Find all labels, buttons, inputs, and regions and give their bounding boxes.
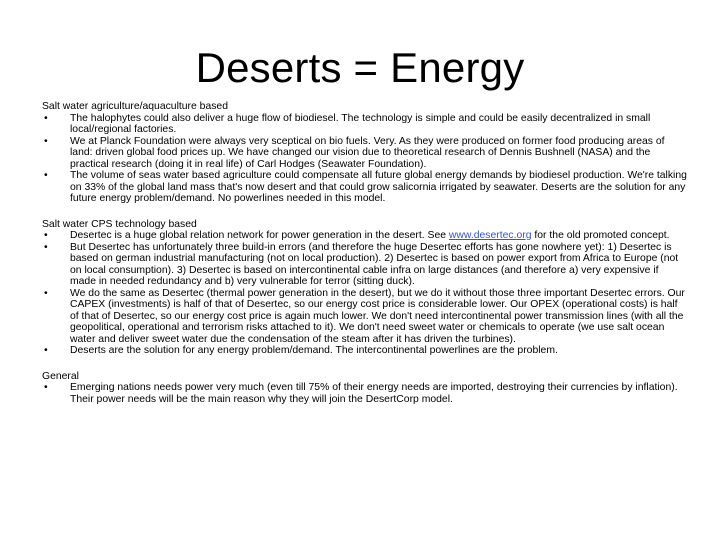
bullet-text: for the old promoted concept. <box>531 230 670 241</box>
section-general <box>42 371 687 406</box>
section-salt-water-agriculture <box>42 101 687 205</box>
bullet-text: The volume of seas water based agriculture could compensate all future global energy demands by biodiesel production. We're talking on 33% of the global land mass that's now desert and that could grow salicornia irrigated by seawater. Deserts are the solution for any future energy problem/demand. No powerlines needed in this model. <box>70 170 687 204</box>
bullet-icon: • <box>44 230 48 241</box>
bullet-icon: • <box>44 241 48 253</box>
slide-title: Deserts = Energy <box>195 44 525 91</box>
section-heading: Salt water agriculture/aquaculture based <box>42 101 228 112</box>
list-item <box>42 136 687 171</box>
bullet-text: Emerging nations needs power very much (even till 75% of their energy needs are imported, destroying their currencies by inflation). Their power needs will be the main reason why they will join the DesertCorp model. <box>70 382 678 405</box>
bullet-list <box>42 113 687 205</box>
bullet-icon: • <box>44 135 48 147</box>
section-salt-water-cps <box>42 219 687 357</box>
list-item <box>42 288 687 346</box>
list-item <box>42 230 687 242</box>
section-heading: General <box>42 370 79 382</box>
bullet-icon: • <box>44 170 48 181</box>
list-item <box>42 170 687 205</box>
bullet-list <box>42 382 687 405</box>
bullet-text: We at Planck Foundation were always very sceptical on bio fuels. Very. As they were produced on former food producing areas of land: driven global food prices up. We have changed our vision due to theoretical research of Dennis Bushnell (NASA) and the practical research (doing it in real life) of Carl Hodges (Seawater Foundation). <box>70 135 665 170</box>
bullet-text: Desertec is a huge global relation network for power generation in the desert. See <box>70 230 449 241</box>
bullet-icon: • <box>44 287 48 299</box>
bullet-text: We do the same as Desertec (thermal power generation in the desert), but we do it without those three important Desertec errors. Our CAPEX (investments) is half of that of Desertec, so our energy cost price is considerable lower. Our OPEX (operational costs) is half of that of Desertec, so our energy cost price is again much lower. We don't need intercontinental power transmission lines (with all the geopolitical, operational and terrorism risks attached to it). We don't need sweet water or chemicals to operate (we use salt ocean water and deliver sweet water due the condensation of the steam after it has driven the turbines). <box>70 287 685 345</box>
bullet-list <box>42 230 687 357</box>
desertec-link[interactable]: www.desertec.org <box>448 230 532 241</box>
bullet-icon: • <box>44 382 48 393</box>
list-item <box>42 242 687 288</box>
list-item <box>42 113 687 136</box>
list-item <box>42 345 687 357</box>
bullet-text: Deserts are the solution for any energy problem/demand. The intercontinental powerlines are the problem. <box>70 345 558 356</box>
bullet-icon: • <box>44 112 48 124</box>
section-heading: Salt water CPS technology based <box>42 218 197 230</box>
bullet-text: But Desertec has unfortunately three build-in errors (and therefore the huge Desertec efforts has gone nowhere yet): 1) Desertec is based on german industrial manufacturing (not on local production). 2) Desertec is based on power export from Africa to Europe (not on local consumption). 3) Desertec is based on intercontinental cable infra on large distances (and therefore a) very expensive if made in needed redundancy and b) very vulnerable for terror (sitting duck). <box>70 241 679 287</box>
slide-body <box>42 101 687 419</box>
list-item <box>42 382 687 405</box>
bullet-text: The halophytes could also deliver a huge flow of biodiesel. The technology is simple and could be easily decentralized in small local/regional factories. <box>70 112 651 135</box>
bullet-icon: • <box>44 345 48 356</box>
